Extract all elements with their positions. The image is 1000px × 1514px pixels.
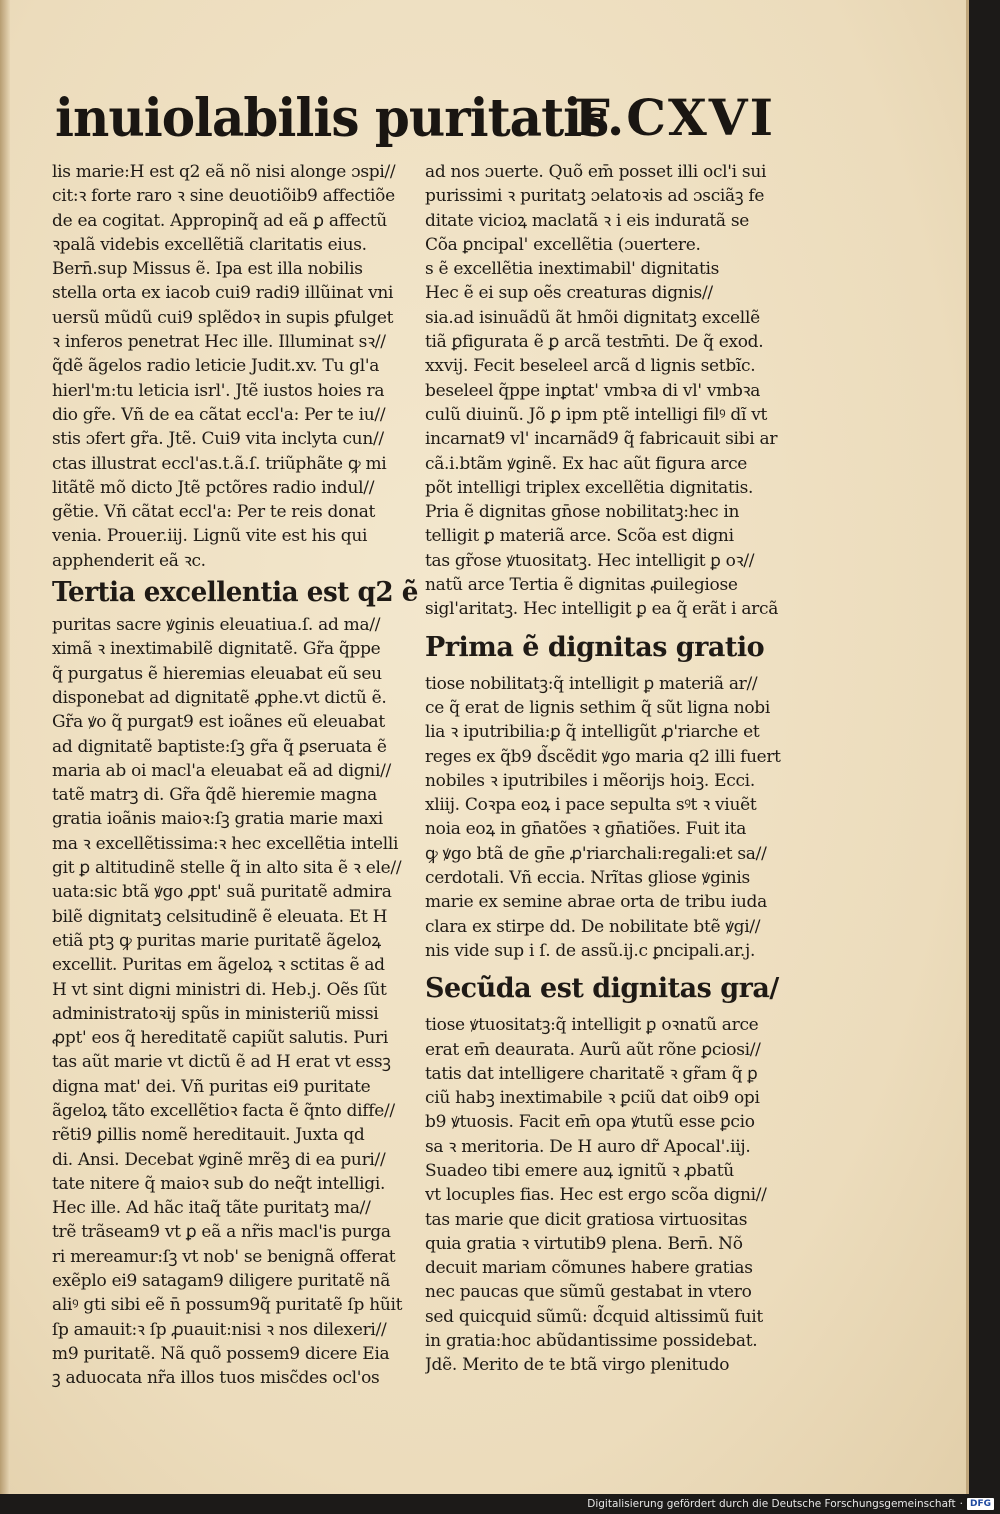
section-heading: Secũda est dignitas gra/ xyxy=(425,973,779,1005)
funding-credit: Digitalisierung gefördert durch die Deutsche Forschungsgemeinschaft xyxy=(587,1498,956,1510)
text-line: cit:ꝛ forte raro ꝛ sine deuotiõib9 affectiõe xyxy=(52,186,395,207)
text-line: lis marie:H est q2 eã nõ nisi alonge ɔspi// xyxy=(52,162,396,182)
text-line: vt locuples fias. Hec est ergo scõa digni// xyxy=(425,1185,767,1206)
text-line: tas gr̃ose ꝟtuositatꝫ. Hec intelligit ꝑ oꝛ// xyxy=(425,550,755,571)
text-line: erat em̄ deaurata. Aurũ aũt rõne ꝑciosi// xyxy=(425,1039,761,1060)
text-line: quia gratia ꝛ virtutib9 plena. Bern̄. Nõ xyxy=(425,1233,743,1254)
text-line: xxvij. Fecit beseleel arcã d lignis setbĩc. xyxy=(425,356,756,377)
text-line: tate nitere q̃ maioꝛ sub do neq̃t intelligi. xyxy=(52,1173,386,1194)
text-line: tas marie que dicit gratiosa virtuositas xyxy=(425,1209,748,1230)
text-line: puritas sacre ꝟginis eleuatiua.ſ. ad ma// xyxy=(52,615,381,636)
text-line: venia. Prouer.iij. Lignũ vite est his qui xyxy=(52,526,368,547)
text-line: tatẽ matrꝫ di. Gr̃a q̃dẽ hieremie magna xyxy=(52,785,377,806)
left-text-column xyxy=(52,160,418,1391)
text-line: rẽti9 ꝑillis nomẽ hereditauit. Juxta qd xyxy=(52,1125,365,1146)
text-line: ri mereamur:ſꝫ vt nob' se benignã offerat xyxy=(52,1246,396,1267)
text-line: litãtẽ mõ dicto Jtẽ pctõres radio indul// xyxy=(52,477,375,498)
text-line: ãgeloꝝ tãto excellẽtioꝛ facta ẽ q̃nto diffe// xyxy=(52,1100,395,1121)
text-line: Bern̄.sup Missus ẽ. Ipa est illa nobilis xyxy=(52,259,363,280)
text-line: uersũ mũdũ cui9 splẽdoꝛ in supis ꝑfulget xyxy=(52,307,394,328)
dfg-logo: DFG xyxy=(967,1498,994,1510)
text-line: in gratia:hoc abũdantissime possidebat. xyxy=(425,1331,758,1352)
text-line: sigl'aritatꝫ. Hec intelligit ꝑ ea q̃ erãt i arcã xyxy=(425,599,779,620)
text-line: natũ arce Tertia ẽ dignitas ꝓuilegiose xyxy=(425,575,738,596)
text-line: m9 puritatẽ. Nã quõ possem9 dicere Eia xyxy=(52,1343,390,1364)
text-line: stis ɔfert gr̃a. Jtẽ. Cui9 vita inclyta cun// xyxy=(52,429,384,450)
text-line: stella orta ex iacob cui9 radi9 illũinat vni xyxy=(52,283,394,304)
text-line: telligit ꝑ materiã arce. Scõa est digni xyxy=(425,526,734,547)
text-line: Gr̃a ꝟo q̃ purgat9 est ioãnes eũ eleuabat xyxy=(52,712,385,733)
text-line: ce q̃ erat de lignis sethim q̃ sũt ligna nobi xyxy=(425,697,771,718)
text-line: nis vide sup i ſ. de assũ.ij.c ꝑncipali.ar.j. xyxy=(425,940,756,961)
text-line: di. Ansi. Decebat ꝟginẽ mrẽꝫ di ea puri// xyxy=(52,1149,386,1170)
folio-number: F.CXVI xyxy=(574,88,775,147)
text-line: ctas illustrat eccl'as.t.ã.ſ. triũphãte ꝙ mi xyxy=(52,453,387,474)
right-text-column xyxy=(425,160,781,1378)
text-line: nec paucas que sũmũ gestabat in vtero xyxy=(425,1282,752,1303)
text-line: ximã ꝛ inextimabilẽ dignitatẽ. Gr̃a q̃ppe xyxy=(52,639,381,660)
section-heading: Tertia excellentia est q2 ẽ xyxy=(52,577,418,609)
text-line: ad nos ɔuerte. Quõ em̄ posset illi ocl'i sui xyxy=(425,162,767,182)
text-line: dio gr̃e. Vñ de ea cãtat eccl'a: Per te iu// xyxy=(52,404,386,425)
text-line: Jdẽ. Merito de te btã virgo plenitudo xyxy=(425,1355,730,1376)
text-line: trẽ trãseam9 vt ꝑ eã a nr̃is macl'is purga xyxy=(52,1222,391,1243)
text-line: ma ꝛ excellẽtissima:ꝛ hec excellẽtia intelli xyxy=(52,833,399,854)
text-line: ꝛpalã videbis excellẽtiã claritatis eius. xyxy=(52,234,367,255)
text-line: tiose nobilitatꝫ:q̃ intelligit ꝑ materiã ar// xyxy=(425,673,758,694)
text-line: maria ab oi macl'a eleuabat eã ad digni// xyxy=(52,760,391,781)
text-line: q̃ purgatus ẽ hieremias eleuabat eũ seu xyxy=(52,663,382,684)
text-line: sed quicquid sũmũ: d̃cquid altissimũ fuit xyxy=(425,1306,763,1327)
text-line: tatis dat intelligere charitatẽ ꝛ gr̃am q̃ ꝑ xyxy=(425,1063,758,1084)
text-line: marie ex semine abrae orta de tribu iuda xyxy=(425,892,767,913)
text-line: põt intelligi triplex excellẽtia dignitatis. xyxy=(425,477,754,498)
text-line: Suadeo tibi emere auꝝ ignitũ ꝛ ꝓbatũ xyxy=(425,1160,734,1181)
text-line: H vt sint digni ministri di. Heb.j. Oẽs ſũt xyxy=(52,979,387,1000)
text-line: apphenderit eã ꝛc. xyxy=(52,550,206,571)
text-line: de ea cogitat. Appropinq̃ ad eã ꝑ affectũ xyxy=(52,210,387,231)
text-line: s ẽ excellẽtia inextimabil' dignitatis xyxy=(425,259,720,280)
text-line: tiose ꝟtuositatꝫ:q̃ intelligit ꝑ oꝛnatũ arce xyxy=(425,1015,759,1036)
text-line: sa ꝛ meritoria. De H auro dr̃ Apocal'.iij. xyxy=(425,1136,751,1157)
text-line: gratia ioãnis maioꝛ:ſꝫ gratia marie maxi xyxy=(52,809,383,830)
text-line: ciũ habꝫ inextimabile ꝛ ꝑciũ dat oib9 opi xyxy=(425,1088,760,1109)
text-line: decuit mariam cõmunes habere gratias xyxy=(425,1258,753,1279)
text-line: ꝛ inferos penetrat Hec ille. Illuminat sꝛ// xyxy=(52,332,386,353)
text-line: beseleel q̃ppe inꝑtat' vmbꝛa di vl' vmbꝛa xyxy=(425,380,761,401)
text-line: q̃dẽ ãgelos radio leticie Judit.xv. Tu gl'a xyxy=(52,356,380,377)
text-line: exẽplo ei9 satagam9 diligere puritatẽ nã xyxy=(52,1271,391,1292)
text-line: lia ꝛ iputribilia:ꝑ q̃ intelligũt ꝓ'riarche et xyxy=(425,722,760,743)
text-line: ꝙ ꝟgo btã de gn̄e ꝓ'riarchali:regali:et sa// xyxy=(425,843,767,864)
running-head xyxy=(55,88,775,160)
text-line: ad dignitatẽ baptiste:ſꝫ gr̃a q̃ ꝑseruata ẽ xyxy=(52,736,387,757)
text-line: culũ diuinũ. Jõ ꝑ ipm ptẽ intelligi filꝰ dĩ vt xyxy=(425,404,768,425)
running-title: inuiolabilis puritatis xyxy=(55,86,609,149)
text-line: aliꝰ gti sibi eẽ n̄ possum9q̃ puritatẽ ſp hũit xyxy=(52,1295,403,1316)
text-line: Cõa ꝑncipal' excellẽtia (ɔuertere. xyxy=(425,234,701,255)
text-line: hierl'm:tu leticia isrl'. Jtẽ iustos hoies ra xyxy=(52,380,385,401)
text-line: disponebat ad dignitatẽ ꝓphe.vt dictũ ẽ. xyxy=(52,687,387,708)
text-line: bilẽ dignitatꝫ celsitudinẽ ẽ eleuata. Et H xyxy=(52,906,388,927)
text-line: xliij. Coꝛpa eoꝝ i pace sepulta sꝰt ꝛ viuẽt xyxy=(425,795,757,816)
text-line: git ꝑ altitudinẽ stelle q̃ in alto sita ẽ ꝛ ele// xyxy=(52,858,402,879)
text-line: ſp amauit:ꝛ ſp ꝓuauit:nisi ꝛ nos dilexeri// xyxy=(52,1319,387,1340)
text-line: cã.i.btãm ꝟginẽ. Ex hac aũt figura arce xyxy=(425,453,748,474)
text-line: gẽtie. Vñ cãtat eccl'a: Per te reis donat xyxy=(52,502,376,523)
text-line: Hec ẽ ei sup oẽs creaturas dignis// xyxy=(425,283,713,304)
text-line: ꝓpt' eos q̃ hereditatẽ capiũt salutis. Puri xyxy=(52,1028,389,1049)
text-line: Pria ẽ dignitas gn̄ose nobilitatꝫ:hec in xyxy=(425,502,740,523)
text-line: uata:sic btã ꝟgo ꝓpt' suã puritatẽ admira xyxy=(52,882,392,903)
text-line: ꝫ aduocata nr̃a illos tuos misc̃des ocl'os xyxy=(52,1368,380,1389)
text-line: tas aũt marie vt dictũ ẽ ad H erat vt essꝫ xyxy=(52,1052,391,1073)
page-gutter xyxy=(0,0,10,1494)
text-line: etiã ptꝫ ꝙ puritas marie puritatẽ ãgeloꝝ xyxy=(52,930,381,951)
text-line: nobiles ꝛ iputribiles i mẽorijs hoiꝫ. Ecci. xyxy=(425,770,755,791)
text-line: b9 ꝟtuosis. Facit em̄ opa ꝟtutũ esse ꝑcio xyxy=(425,1112,755,1133)
text-line: purissimi ꝛ puritatꝫ ɔelatoꝛis ad ɔsciãꝫ fe xyxy=(425,186,765,207)
text-line: cerdotali. Vñ eccia. Nrĩtas gliose ꝟginis xyxy=(425,868,750,889)
text-line: tiã ꝑfigurata ẽ ꝑ arcã testm̄ti. De q̃ exod. xyxy=(425,332,764,353)
text-line: Hec ille. Ad hãc itaq̃ tãte puritatꝫ ma// xyxy=(52,1198,371,1219)
text-line: sia.ad isinuãdũ ãt hmõi dignitatꝫ excellẽ xyxy=(425,307,760,328)
section-heading: Prima ẽ dignitas gratio xyxy=(425,631,765,663)
text-line: clara ex stirpe dd. De nobilitate btẽ ꝟgi// xyxy=(425,916,761,937)
text-line: administratoꝛij spũs in ministeriũ missi xyxy=(52,1003,379,1024)
text-line: ditate vicioꝝ maclatã ꝛ i eis induratã se xyxy=(425,210,750,231)
text-line: noia eoꝝ in gn̄atões ꝛ gn̄atiões. Fuit ita xyxy=(425,819,747,840)
text-line: reges ex q̃b9 d̃scẽdit ꝟgo maria q2 illi fuert xyxy=(425,746,781,767)
text-line: digna mat' dei. Vñ puritas ei9 puritate xyxy=(52,1076,371,1097)
digitization-footer: Digitalisierung gefördert durch die Deutsche Forschungsgemeinschaft · DFG xyxy=(587,1496,994,1512)
text-line: incarnat9 vl' incarnãd9 q̃ fabricauit sibi ar xyxy=(425,429,778,450)
text-line: excellit. Puritas em ãgeloꝝ ꝛ sctitas ẽ ad xyxy=(52,955,385,976)
